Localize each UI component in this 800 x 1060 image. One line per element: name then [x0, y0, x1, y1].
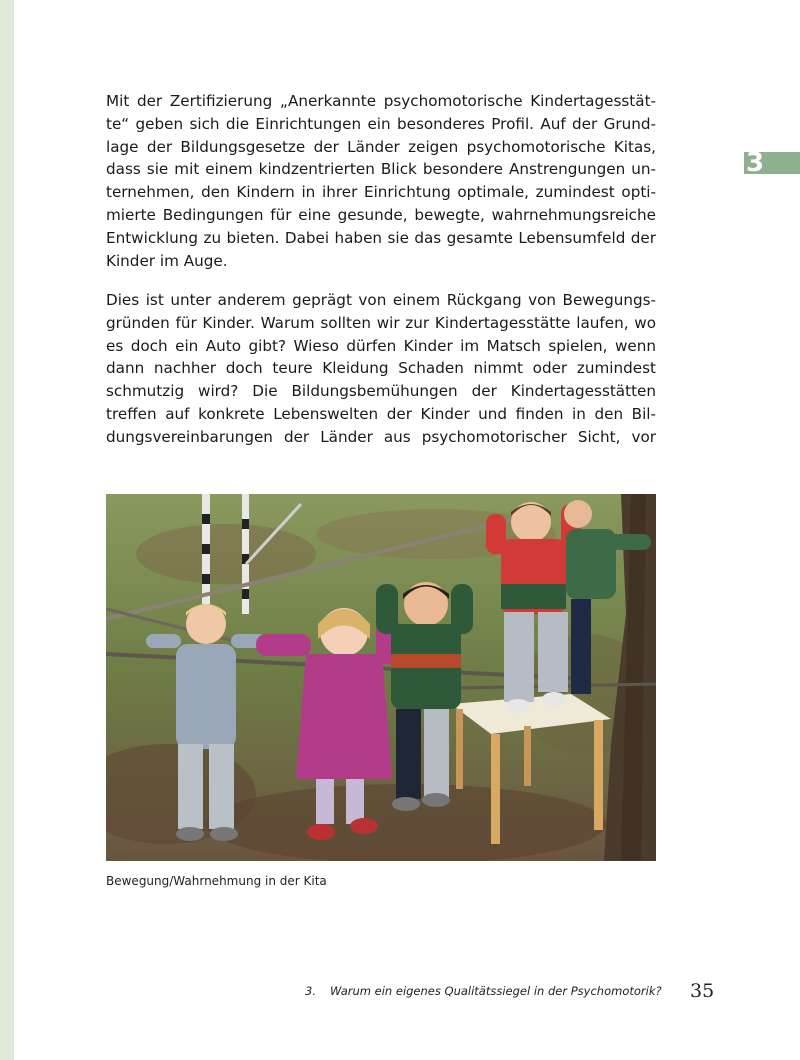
paragraph-line: es doch ein Auto gibt? Wieso dürfen Kinder im Matsch spielen, wenn [106, 336, 656, 355]
paragraph-line: Kinder im Auge. [106, 251, 228, 270]
paragraph-line: Mit der Zertifizierung „Anerkannte psychomotorische Kindertagesstät- [106, 92, 656, 110]
paragraph-line: dungsvereinbarungen der Länder aus psychomotorischer Sicht, vor [106, 427, 656, 446]
chapter-tab-number: 3 [746, 148, 765, 178]
photo-caption: Bewegung/Wahrnehmung in der Kita [106, 874, 327, 888]
left-margin-strip [0, 0, 14, 1060]
paragraph-line: dann nachher doch teure Kleidung Schaden nimmt oder zumindest [106, 359, 656, 378]
paragraph-2 [106, 289, 656, 449]
paragraph-line: dass sie mit einem kindzentrierten Blick besondere Anstrengungen un- [106, 160, 656, 179]
paragraph-line: lage der Bildungsgesetze der Länder zeigen psychomotorische Kitas, [106, 137, 656, 156]
footer-chapter-number: 3. [305, 984, 316, 998]
paragraph-line: Dies ist unter anderem geprägt von einem Rückgang von Bewegungs- [106, 291, 656, 309]
paragraph-line: gründen für Kinder. Warum sollten wir zur Kindertagesstätte laufen, wo [106, 313, 656, 332]
paragraph-line: schmutzig wird? Die Bildungsbemühungen der Kindertagesstätten [106, 382, 656, 401]
paragraph-line: te“ geben sich die Einrichtungen ein besonderes Profil. Auf der Grund- [106, 114, 656, 133]
photo-children-playing [106, 494, 656, 861]
paragraph-1 [106, 90, 656, 272]
paragraph-line: Entwicklung zu bieten. Dabei haben sie das gesamte Lebensumfeld der [106, 228, 656, 247]
page-number: 35 [690, 980, 715, 1002]
paragraph-line: ternehmen, den Kindern in ihrer Einrichtung optimale, zumindest opti- [106, 183, 656, 202]
footer-chapter-title: Warum ein eigenes Qualitätssiegel in der Psychomotorik? [329, 984, 662, 998]
paragraph-line: mierte Bedingungen für eine gesunde, bewegte, wahrnehmungsreiche [106, 205, 656, 224]
running-footer [305, 984, 662, 998]
chapter-tab [744, 148, 800, 178]
paragraph-line: treffen auf konkrete Lebenswelten der Kinder und finden in den Bil- [106, 404, 656, 423]
